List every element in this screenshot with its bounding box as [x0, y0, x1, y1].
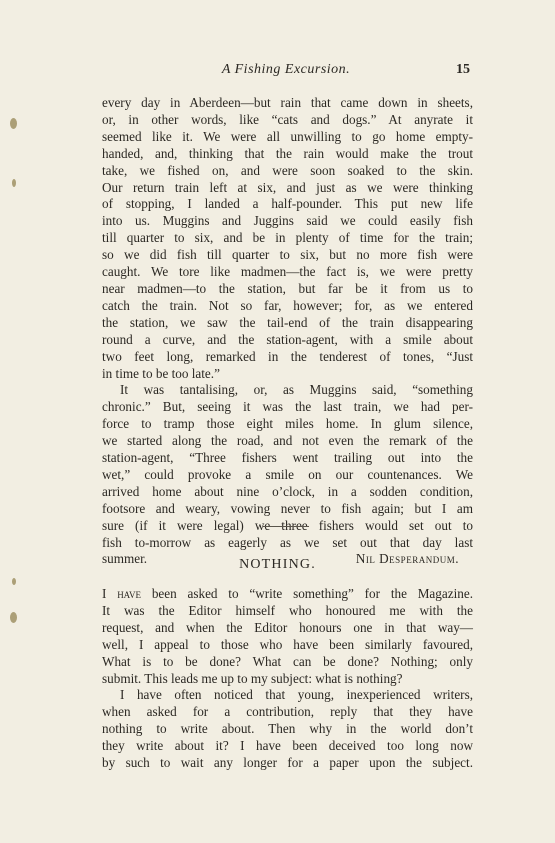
fishing-excursion-text [102, 95, 473, 568]
text-line: handed, and, thinking that the rain would make the trout [102, 145, 473, 161]
text-line: I have often noticed that young, inexperienced writers, [120, 687, 473, 703]
text-line: catch the train. Not so far, however; for, as we entered [102, 297, 473, 313]
text-line [102, 586, 473, 603]
text-line: chronic.” But, seeing it was the last train, we had per- [102, 399, 473, 415]
margin-blot [12, 578, 16, 585]
paragraph [102, 382, 473, 568]
paragraph [102, 687, 473, 772]
text-line: they write about it? I have been deceived too long now [102, 738, 473, 754]
text-line: summer. [102, 551, 148, 567]
text-line: What is to be done? What can be done? Nothing; only [102, 653, 473, 669]
text-line: seemed like it. We were all unwilling to go home empty- [102, 128, 473, 144]
page-header [102, 62, 470, 82]
text-line: sure (if it were legal) we three fishers would set out to [102, 517, 473, 533]
text-line: nothing to write about. Then why in the world don’t [102, 721, 473, 737]
text-line: force to tramp those eight miles home. In glum silence, [102, 416, 473, 432]
text-line: in time to be too late.” [102, 365, 220, 381]
text-line: we started along the road, and not even the remark of the [102, 433, 473, 449]
section-title: NOTHING. [239, 557, 316, 572]
text-line: station-agent, “Three fishers went trailing out into the [102, 450, 473, 466]
paragraph [102, 586, 473, 687]
text-line: It was the Editor himself who honoured me with the [102, 602, 473, 618]
text-line: every day in Aberdeen—but rain that came down in sheets, [102, 95, 473, 110]
drop-word: I [102, 586, 118, 601]
text-line: into us. Muggins and Juggins said we could easily fish [102, 213, 473, 229]
text-line: or, in other words, like “cats and dogs.” At anyrate it [102, 111, 473, 127]
text-line: wet,” could provoke a smile on our countenances. We [102, 466, 473, 482]
running-title: A Fishing Excursion. [221, 62, 351, 77]
nothing-essay-text [102, 586, 473, 772]
text-line: two feet long, remarked in the tenderest of tones, “Just [102, 348, 473, 364]
author-signature: Nil Desperandum. [355, 551, 459, 567]
text-line: arrived home about nine o’clock, in a sodden condition, [102, 483, 473, 499]
text-line: of stopping, I landed a half-pounder. This put new life [102, 196, 473, 212]
paragraph [102, 95, 473, 382]
page-number: 15 [456, 62, 470, 77]
text-line: by such to wait any longer for a paper upon the subject. [102, 755, 473, 771]
margin-blot [12, 179, 16, 187]
section-divider [263, 526, 309, 527]
text-line: caught. We tore like madmen—the fact is, we were pretty [102, 264, 473, 280]
text-line: near madmen—to the station, but far be it from us to [102, 280, 473, 296]
text-line: round a curve, and the station-agent, with a smile about [102, 331, 473, 347]
text-line: so we did fish till quarter to six, but no more fish were [102, 247, 473, 263]
text-line: the station, we saw the tail-end of the train disappearing [102, 314, 473, 330]
margin-blot [10, 118, 17, 129]
text-line: fish to-morrow as eagerly as we set out that day last [102, 534, 473, 550]
margin-blot [10, 612, 17, 623]
text-line: request, and when the Editor honours one in that way— [102, 619, 473, 635]
text-line: Our return train left at six, and just as we were thinking [102, 179, 473, 195]
text-line: It was tantalising, or, as Muggins said, “something [120, 382, 473, 398]
text-line: submit. This leads me up to my subject: what is nothing? [102, 670, 403, 686]
text-line: take, we fished on, and were soon soaked to the skin. [102, 162, 473, 178]
text-line: till quarter to six, and be in plenty of time for the train; [102, 230, 473, 246]
text-line: when asked for a contribution, reply that they have [102, 704, 473, 720]
text-line: well, I appeal to those who have been similarly favoured, [102, 636, 473, 652]
text-line: footsore and weary, vowing never to fish again; but I am [102, 500, 473, 516]
small-caps-word: have [117, 586, 142, 601]
line-rest: been asked to “write something” for the Magazine. [141, 586, 473, 601]
